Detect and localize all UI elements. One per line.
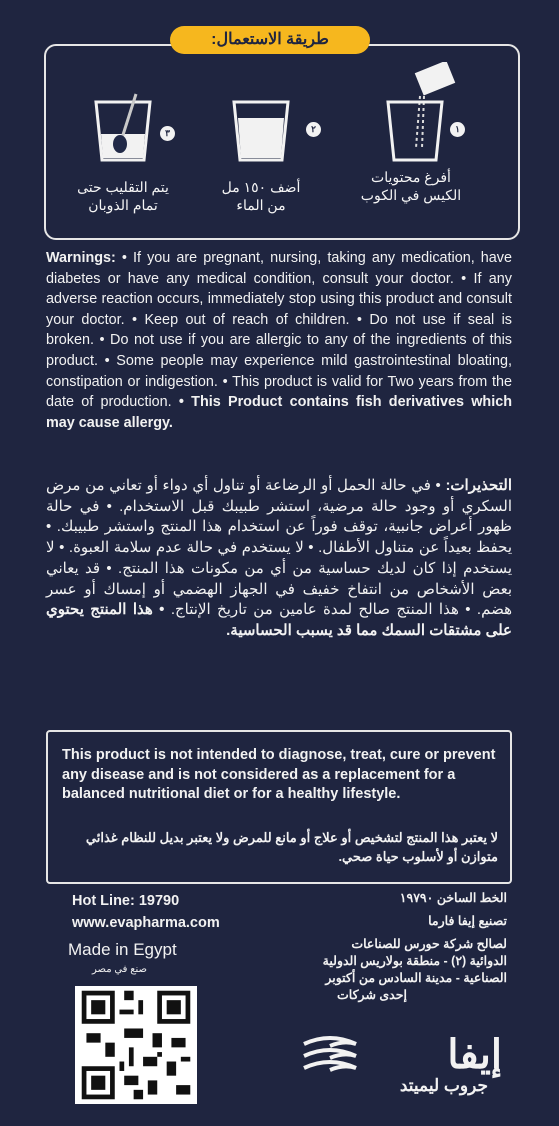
step-1-number: ١ <box>450 122 465 137</box>
disclaimer-en: This product is not intended to diagnose, treat, cure or prevent any disease and is not considered as a replacement for a balanced nutritional diet or for a healthy lifestyle. <box>62 747 496 802</box>
warnings-label: Warnings: <box>46 250 116 266</box>
group-ar: إحدى شركات <box>337 988 407 1002</box>
address-ar-1: لصالح شركة حورس للصناعات <box>351 937 507 951</box>
step-3-caption-2: تمام الذوبان <box>88 197 158 213</box>
hotline: Hot Line: 19790 <box>72 893 180 909</box>
qr-code-icon[interactable] <box>75 986 197 1104</box>
logo-sub-ar: جروب ليميتد <box>399 1076 488 1095</box>
contact-ar <box>237 890 507 1004</box>
step-3-caption-1: يتم التقليب حتى <box>77 179 169 195</box>
warnings-en <box>46 248 512 433</box>
logo-name-ar: إيفا <box>447 1033 502 1077</box>
made-in-ar: صنع في مصر <box>92 964 148 975</box>
warnings-ar <box>46 476 512 642</box>
warnings-ar-body: • في حالة الحمل أو الرضاعة أو تناول أي دواء أو تعاني من مرض السكري أو وجود حالة مرضية، استشر طبيبك قبل الاستخدام. • في حالة ظهور أعراض جانبية، توقف فوراً عن استخدام هذا المنتج واستشر طبيبك. • يحفظ بعيداً عن متناول الأطفال. • لا يستخدم في حالة عدم سلامة العبوة. • لا يستخدم إذا كان لديك حساسية من أي من مكونات هذا المنتج. • قد يعاني بعض الأشخاص من انتفاخ خفيف في الجهاز الهضمي أو إمساك أو عسر هضم. • هذا المنتج صالح لمدة عامين من تاريخ الإنتاج. <box>46 477 512 619</box>
eva-logo <box>300 1030 510 1110</box>
address-ar-2: الدوائية (٢) - منطقة بولاريس الدولية <box>322 954 507 968</box>
website-link[interactable]: www.evapharma.com <box>72 915 220 931</box>
step-2-number: ٢ <box>306 122 321 137</box>
step-add-water <box>196 92 326 214</box>
disclaimer-ar: لا يعتبر هذا المنتج لتشخيص أو علاج أو مانع للمرض ولا يعتبر بديل للنظام غذائي متوازن أو لأسلوب حياة صحي. <box>85 830 498 864</box>
hotline-ar: الخط الساخن ١٩٧٩٠ <box>399 891 507 905</box>
step-1-caption-2: الكيس في الكوب <box>360 187 462 203</box>
wave-logo-icon <box>300 1034 380 1078</box>
step-1-caption-1: أفرغ محتويات <box>371 169 451 185</box>
address-ar-3: الصناعية - مدينة السادس من أكتوبر <box>325 971 507 985</box>
step-stir <box>58 92 188 214</box>
disclaimer-box <box>46 730 512 884</box>
warnings-ar-allergy: • هذا المنتج يحتوي على مشتقات السمك مما قد يسبب الحساسية. <box>46 601 512 639</box>
step-3-number: ٣ <box>160 126 175 141</box>
warnings-ar-label: التحذيرات: <box>445 477 512 494</box>
step-2-caption-2: من الماء <box>236 197 286 213</box>
warnings-allergy: • This Product contains fish derivatives which may cause allergy. <box>46 394 512 431</box>
contact-en <box>72 890 220 934</box>
sachet-pour-icon <box>366 62 456 164</box>
glass-water-icon <box>226 92 296 164</box>
made-in: Made in Egypt <box>68 940 177 959</box>
manufacturer-ar: تصنيع إيفا فارما <box>428 914 507 928</box>
step-2-caption-1: أضف ١٥٠ مل <box>221 179 301 195</box>
usage-title: طريقة الاستعمال: <box>170 26 370 54</box>
warnings-body: • If you are pregnant, nursing, taking any medication, have diabetes or have any medical condition, consult your doctor. • If any adverse reaction occurs, immediately stop using this product and consult your doctor. • Keep out of reach of children. • Do not use if seal is broken. • Do not use if you are allergic to any of the ingredients of this product. • Some people may experience mild gastrointestinal bloating, constipation or indigestion. • This product is valid for Two years from the date of production. <box>46 250 512 411</box>
glass-spoon-icon <box>88 92 158 164</box>
